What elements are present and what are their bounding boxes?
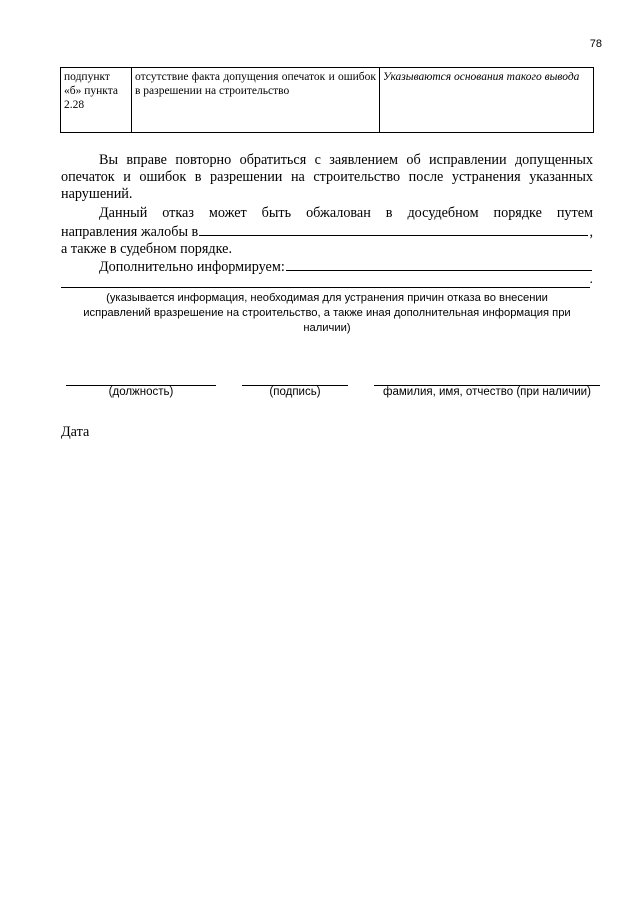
signature-label: (подпись) (269, 386, 321, 398)
paragraph-reapply-line-2: опечаток и ошибок в разрешении на строительство после устранения указанных (61, 169, 593, 185)
note-line-2: исправлений вразрешение на строительство, а также иная дополнительная информация при (83, 307, 571, 319)
note-line-1: (указывается информация, необходимая для устранения причин отказа во внесении (106, 292, 548, 304)
additional-info-end-dot: . (589, 272, 593, 287)
table-cell-explanation: Указываются основания такого вывода (380, 68, 594, 133)
table-cell-clause: подпункт «б» пункта 2.28 (61, 68, 132, 133)
additional-info-line-2 (61, 272, 593, 288)
additional-info-label: Дополнительно информируем: (99, 259, 285, 275)
paragraph-court-line: а также в судебном порядке. (61, 241, 233, 257)
paragraph-reapply (61, 152, 593, 203)
position-label: (должность) (108, 386, 174, 398)
additional-info-note (61, 291, 593, 336)
page-number: 78 (589, 38, 602, 50)
additional-info-blank-1[interactable] (286, 257, 592, 271)
appeal-suffix: , (589, 224, 593, 240)
additional-info-blank-2[interactable] (61, 271, 590, 288)
paragraph-reapply-line-3: нарушений. (61, 186, 133, 202)
full-name-label: фамилия, имя, отчество (при наличии) (383, 386, 591, 398)
paragraph-appeal-line-2 (61, 222, 593, 241)
paragraph-reapply-line-1: Вы вправе повторно обратиться с заявлением об исправлении допущенных (99, 152, 593, 168)
appeal-authority-blank[interactable] (199, 222, 588, 236)
paragraph-appeal (61, 205, 593, 258)
note-line-3: наличии) (303, 322, 351, 334)
date-label: Дата (61, 424, 90, 440)
table-cell-reason: отсутствие факта допущения опечаток и ошибок в разрешении на строительство (132, 68, 380, 133)
table-row (61, 68, 594, 133)
paragraph-appeal-line-1: Данный отказ может быть обжалован в досудебном порядке путем (99, 205, 593, 221)
appeal-prefix: направления жалобы в (61, 224, 199, 240)
reasons-table (60, 67, 594, 133)
